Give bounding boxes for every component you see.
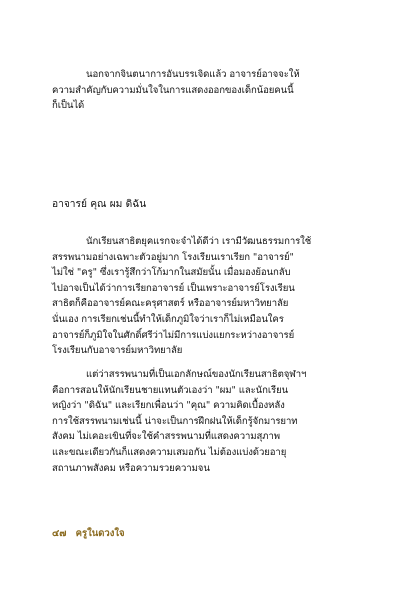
text-line: และขณะเดียวกันก็แสดงความเสมอกัน ไม่ต้องแบ่งด้วยอายุ [52,446,287,458]
text-line: ก็เป็นได้ [52,100,85,112]
text-line: สังคม ไม่เคอะเขินที่จะใช้คำสรรพนามที่แสดงความสุภาพ [52,431,281,443]
body-paragraph-2 [52,367,364,476]
text-line: นักเรียนสาธิตยุคแรกจะจำได้ดีว่า เรามีวัฒนธรรมการใช้ [86,236,312,247]
text-line: แต่ว่าสรรพนามที่เป็นเอกลักษณ์ของนักเรียนสาธิตจุฬาฯ [86,369,307,380]
text-line: สรรพนามอย่างเฉพาะตัวอยู่มาก โรงเรียนเราเรียก "อาจารย์" [52,251,294,263]
page-footer [52,526,125,541]
text-line: คือการสอนให้นักเรียนชายแทนตัวเองว่า "ผม" และนักเรียน [52,384,289,396]
intro-paragraph [52,67,364,114]
page-number: ๔๗ [52,528,67,539]
running-title: ครูในดวงใจ [75,528,125,539]
body-paragraph-1 [52,234,364,359]
text-line: หญิงว่า "ดิฉัน" และเรียกเพื่อนว่า "คุณ" ความคิดเบื้องหลัง [52,400,285,412]
text-line: สถานภาพสังคม หรือความรวยความจน [52,462,210,474]
text-line: ไม่ใช่ "ครู" ซึ่งเรารู้สึกว่าโก้มากในสมัยนั้น เมื่อมองย้อนกลับ [52,267,291,279]
text-line: นอกจากจินตนาการอันบรรเจิดแล้ว อาจารย์อาจจะให้ [86,69,300,80]
text-line: โรงเรียนกับอาจารย์มหาวิทยาลัย [52,345,183,357]
text-line: สาธิตก็คืออาจารย์คณะครุศาสตร์ หรืออาจารย์มหาวิทยาลัย [52,298,289,310]
section-heading: อาจารย์ คุณ ผม ดิฉัน [52,199,147,210]
text-line: นั่นเอง การเรียกเช่นนี้ทำให้เด็กภูมิใจว่าเราก็ไม่เหมือนใคร [52,313,284,325]
text-line: การใช้สรรพนามเช่นนี้ น่าจะเป็นการฝึกฝนให้เด็กรู้จักมารยาท [52,415,298,427]
text-line: ไปอาจเป็นได้ว่าการเรียกอาจารย์ เป็นเพราะอาจารย์โรงเรียน [52,282,295,294]
text-line: อาจารย์ก็ภูมิใจในศักดิ์ศรีว่าไม่มีการแบ่งแยกระหว่างอาจารย์ [52,329,295,341]
text-line: ความสำคัญกับความมั่นใจในการแสดงออกของเด็กน้อยคนนี้ [52,84,294,96]
